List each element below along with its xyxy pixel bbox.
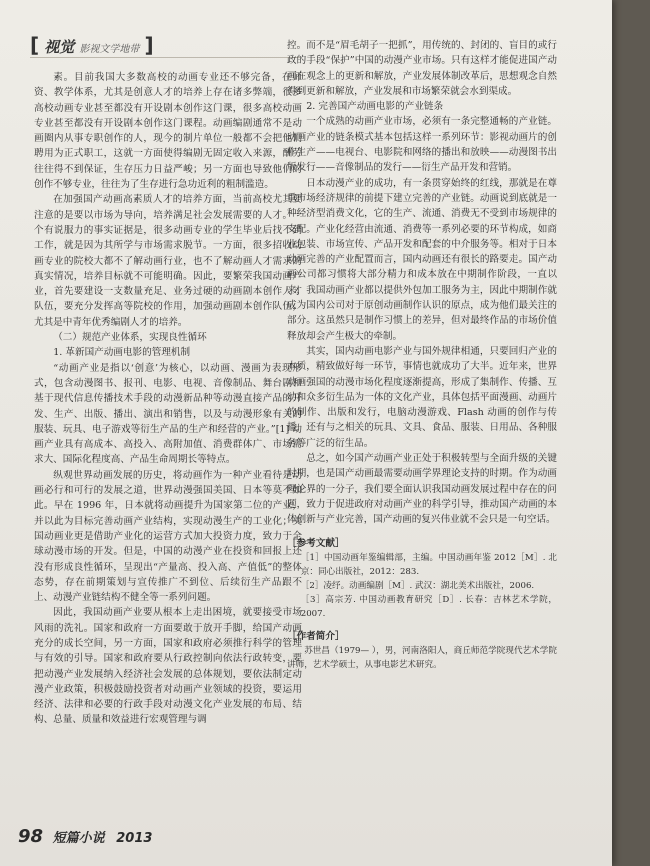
section-header xyxy=(30,35,300,58)
body-paragraph: 因此，我国动画产业要从根本上走出困境，就要接受市场风雨的洗礼。国家和政府一方面要敢于放开手脚，给国产动画充分的成长空间，另一方面，国家和政府必须推行科学的管理与有效的引导。国家和政府要从行政控制向依法行政转变，要把动漫产业发展纳入经济社会发展的总体规划，要依法制定动漫产业政策，积极鼓励投资者对动画产业领域的投资，要运用经济、法律和必要的行政手段对动漫文化产业发展的布局、结构、总量、质量和效益进行宏观管理与调 xyxy=(34,607,302,726)
magazine-name: 短篇小说 xyxy=(52,831,105,846)
reference-item: ［2］凌纾。动画编剧［M］. 武汉：湖北美术出版社，2006. xyxy=(300,580,535,591)
body-paragraph: 其实，国内动画电影产业与国外规律相通，只要回归产业的本质，精致做好每一环节，事情也就成功了大半。近年来，世界动画强国的动漫市场化程度逐渐提高，形成了集制作、传播、互动和众多衍生品为一体的文化产业，具体包括平面漫画、动画片的制作、出版和发行，电脑动漫游戏、Flash 动画的创作与传播，还有与之相关的玩具、文具、食品、服装、日用品、各种服务等广泛的衍生品。 xyxy=(287,345,557,449)
section-heading: （二）规范产业体系，实现良性循环 xyxy=(53,332,207,344)
page-number: 98 xyxy=(18,826,44,847)
body-paragraph: 控。而不是“眉毛胡子一把抓”，用传统的、封闭的、盲目的或行政的手段“保护”中国的动漫产业市场。只有这样才能促进国产动画在观念上的更新和解放，产业发展体制改革后，思想观念自然得到更新和解放，产业发展和市场繁荣就会水到渠成。 xyxy=(287,40,557,97)
body-paragraph: 素。目前我国大多数高校的动画专业还不够完备，在师资、教学体系，尤其是创意人才的培养上存在诸多弊端，很多高校动画专业甚至都没有开设剧本创作这门课，很多高校动画专业甚至都没有开设剧本创作这门课程。动画编剧通常不是动画圈内从事专职创作的人，现今的制片单位一般都不会把他们聘用为正式职工，这就一方面使得编剧无固定收入来源，酬劳往往得不到保证，生存压力日益严峻；另一方面也导致他们的创作不够专业，往往为了生存进行急功近利的粗制滥造。 xyxy=(34,72,302,191)
author-heading: ［作者简介］ xyxy=(287,630,345,642)
reference-item: ［3］高宗芳. 中国动画教育研究［D］. 长春：吉林艺术学院，2007. xyxy=(300,594,557,619)
header-close-bracket: ] xyxy=(144,33,154,57)
left-column xyxy=(34,70,302,728)
body-paragraph: 在加强国产动画高素质人才的培养方面，当前高校尤其要注意的是要以市场为导向，培养满足社会发展需要的人才。一个有说服力的事实证据是，很多动画专业的学生毕业后找不到工作，就是因为其所学与市场需求脱节。一方面，很多招收动画专业的院校大都不了解动画行业，也不了解动画人才需求的真实情况，培养目标就不可能明确。因此，要繁荣我国动画产业，首先要建设一支数量充足、业务过硬的动画剧本创作人才队伍，要充分发挥高等院校的作用，加强动画剧本创作队伍，尤其是中青年优秀编剧人才的培养。 xyxy=(34,194,302,328)
references-list xyxy=(287,551,557,621)
body-paragraph: 纵观世界动画发展的历史，将动画作为一种产业看待是动画必行和可行的发展之道，世界动漫强国美国、日本等莫不如此。早在 1996 年，日本就将动画提升为国家第二位的产业，并以此为目标完善动画产业结构，实现动漫生产的工业化；美国动画业更是借助产业化的运营方式加大投资力度，致力于全球动漫市场的开发。但是，中国的动漫产业在投资和回报上还没有形成良性循环，呈现出“产量高、投入高、产值低”的整体态势，存在前期策划与宣传推广不到位、后续衍生产品跟不上、动漫产业链结构不健全等一系列问题。 xyxy=(34,469,302,604)
header-open-bracket: [ xyxy=(30,33,40,57)
reference-item: ［1］中国动画年鉴编辑部，主编。中国动画年鉴 2012［M］. 北京：同心出版社，2012：283. xyxy=(300,552,557,577)
right-column xyxy=(287,38,557,672)
author-bio-text: 苏世昌（1979— ），男，河南洛阳人，商丘师范学院现代艺术学院讲师，艺术学硕士，从事电影艺术研究。 xyxy=(287,646,557,671)
body-paragraph: “动画产业是指以‘创意’为核心，以动画、漫画为表现形式，包含动漫图书、报刊、电影、电视、音像制品、舞台剧和基于现代信息传播技术手段的动漫新品种等动漫直接产品的开发、生产、出版、播出、演出和销售，以及与动漫形象有关的服装、玩具、电子游戏等衍生产品的生产和经营的产业。”[1] 动画产业具有高成本、高投入、高附加值、消费群体广、市场需求大、国际化程度高、产品生命周期长等特点。 xyxy=(34,362,302,466)
page-footer xyxy=(18,826,152,847)
author-bio xyxy=(287,644,557,672)
body-paragraph: 总之，如今国产动画产业正处于积极转型与全面升级的关键时期，也是国产动画最需要动画学界理论支持的时期。作为动画理论界的一分子，我们要全面认识我国动画发展过程中存在的问题，致力于促进政府对动画产业的科学引导，推动国产动画的本体创新与产业完善，国产动画的复兴伟业就不会只是一句空话。 xyxy=(287,453,557,526)
section-subtitle: 影视文学地带 xyxy=(79,44,140,55)
references-heading: ［参考文献］ xyxy=(287,537,345,549)
body-paragraph: 一个成熟的动画产业市场，必须有一条完整通畅的产业链。动画产业的链条模式基本包括这样一系列环节：影视动画片的创作生产——电视台、电影院和网络的播出和放映——动漫图书出版发行——音像制品的发行——衍生产品开发和营销。 xyxy=(287,116,557,174)
body-paragraph: 日本动漫产业的成功，有一条贯穿始终的红线，那就是在尊重市场经济规律的前提下建立完善的产业链。动画说到底就是一种经济型消费文化，它的生产、流通、消费无不受到市场规律的支配。产业化经营由流通、消费等一系列必要的环节构成，如商业包装、市场宣传、产品开发和配套的中介服务等。相对于日本动画完善的产业配置而言，国内动画还有很长的路要走。国产动画公司都习惯将大部分精力和成本放在中期制作阶段，一直以来，我国动画产业都以提供外包加工服务为主，因此中期制作就成为国内公司对于原创动画制作认识的原点，成为他们最关注的部分。这虽然只是制作习惯上的差异，但对最终作品的市场价值释放却会产生极大的牵制。 xyxy=(287,177,557,342)
section-heading: 1. 革新国产动画电影的管理机制 xyxy=(53,347,191,359)
section-title: 视觉 xyxy=(44,38,75,56)
section-heading: 2. 完善国产动画电影的产业链条 xyxy=(306,101,444,113)
issue-year: 2013 xyxy=(116,831,153,846)
